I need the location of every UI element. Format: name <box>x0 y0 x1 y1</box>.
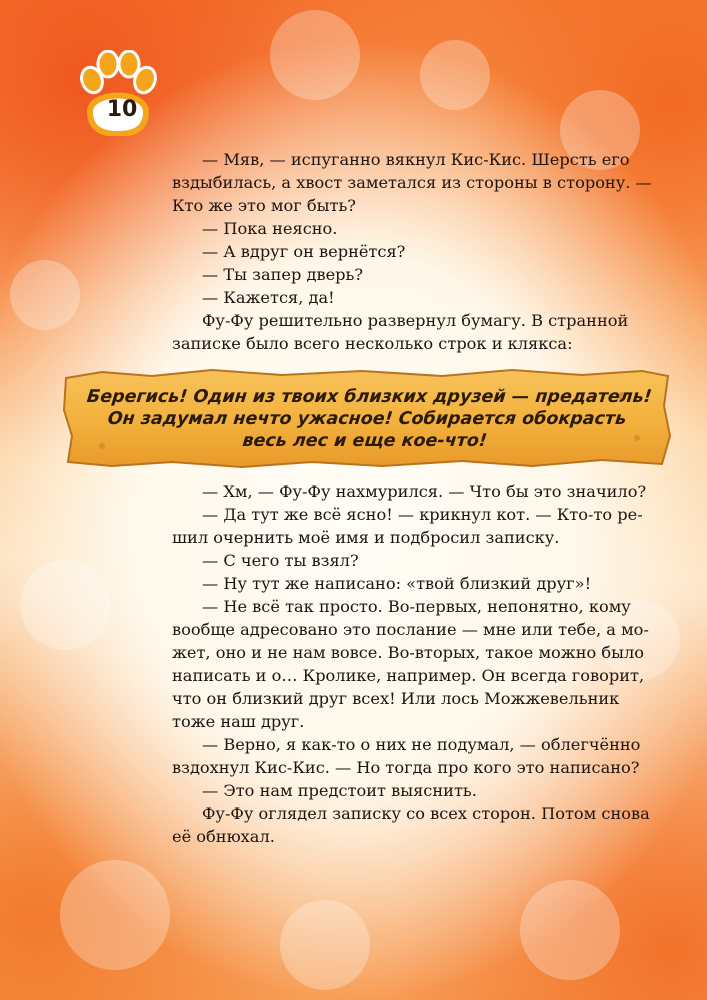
page-number: 10 <box>106 97 138 122</box>
paragraph-line: — Пока неясно. <box>202 219 338 238</box>
bokeh-decoration <box>270 10 360 100</box>
paragraph-line: что он близкий друг всех! Или лось Можжевельник <box>172 689 620 708</box>
note-line: Берегись! Один из твоих близких друзей — предатель! <box>85 387 653 407</box>
bokeh-decoration <box>420 40 490 110</box>
body-text-top <box>172 148 658 355</box>
paragraph-line: записке было всего несколько строк и клякса: <box>172 334 573 353</box>
paragraph-line: Кто же это мог быть? <box>172 196 356 215</box>
paragraph-line: написать и о… Кролике, например. Он всегда говорит, <box>172 666 645 685</box>
paragraph-line: Фу-Фу оглядел записку со всех сторон. Потом снова <box>202 804 650 823</box>
note-line: Он задумал нечто ужасное! Собирается обокрасть <box>106 409 628 429</box>
paragraph-line: — Не всё так просто. Во-первых, непонятно, кому <box>202 597 631 616</box>
paragraph-line: — Ты запер дверь? <box>202 265 364 284</box>
bokeh-decoration <box>520 880 620 980</box>
paragraph-line: шил очернить моё имя и подбросил записку. <box>172 528 560 547</box>
paragraph-line: Фу-Фу решительно развернул бумагу. В странной <box>202 311 629 330</box>
paragraph-line: — Верно, я как-то о них не подумал, — облегчённо <box>202 735 641 754</box>
bokeh-decoration <box>20 560 110 650</box>
paragraph-line: — Хм, — Фу-Фу нахмурился. — Что бы это значило? <box>202 482 647 501</box>
bokeh-decoration <box>10 260 80 330</box>
bokeh-decoration <box>60 860 170 970</box>
paragraph-line: вздыбилась, а хвост заметался из стороны в сторону. — <box>172 173 652 192</box>
paragraph-line: жет, оно и не нам вовсе. Во-вторых, такое можно было <box>172 643 645 662</box>
paragraph-line: — Это нам предстоит выяснить. <box>202 781 477 800</box>
bokeh-decoration <box>280 900 370 990</box>
paragraph-line: — Ну тут же написано: «твой близкий друг»! <box>202 574 592 593</box>
note-text <box>59 386 676 452</box>
paragraph-line: её обнюхал. <box>172 827 275 846</box>
paragraph-line: вообще адресовано это послание — мне или тебе, а мо- <box>172 620 649 639</box>
paragraph-line: — Да тут же всё ясно! — крикнул кот. — Кто-то ре- <box>202 505 643 524</box>
paragraph-line: — С чего ты взял? <box>202 551 359 570</box>
note-banner <box>62 366 672 470</box>
paragraph-line: вздохнул Кис-Кис. — Но тогда про кого это написано? <box>172 758 640 777</box>
paragraph-line: — А вдруг он вернётся? <box>202 242 406 261</box>
paragraph-line: тоже наш друг. <box>172 712 305 731</box>
body-text-bottom <box>172 480 658 848</box>
paragraph-line: — Кажется, да! <box>202 288 335 307</box>
paw-print-icon <box>78 50 158 136</box>
note-line: весь лес и еще кое-что! <box>241 431 488 451</box>
paragraph-line: — Мяв, — испуганно вякнул Кис-Кис. Шерсть его <box>202 150 630 169</box>
